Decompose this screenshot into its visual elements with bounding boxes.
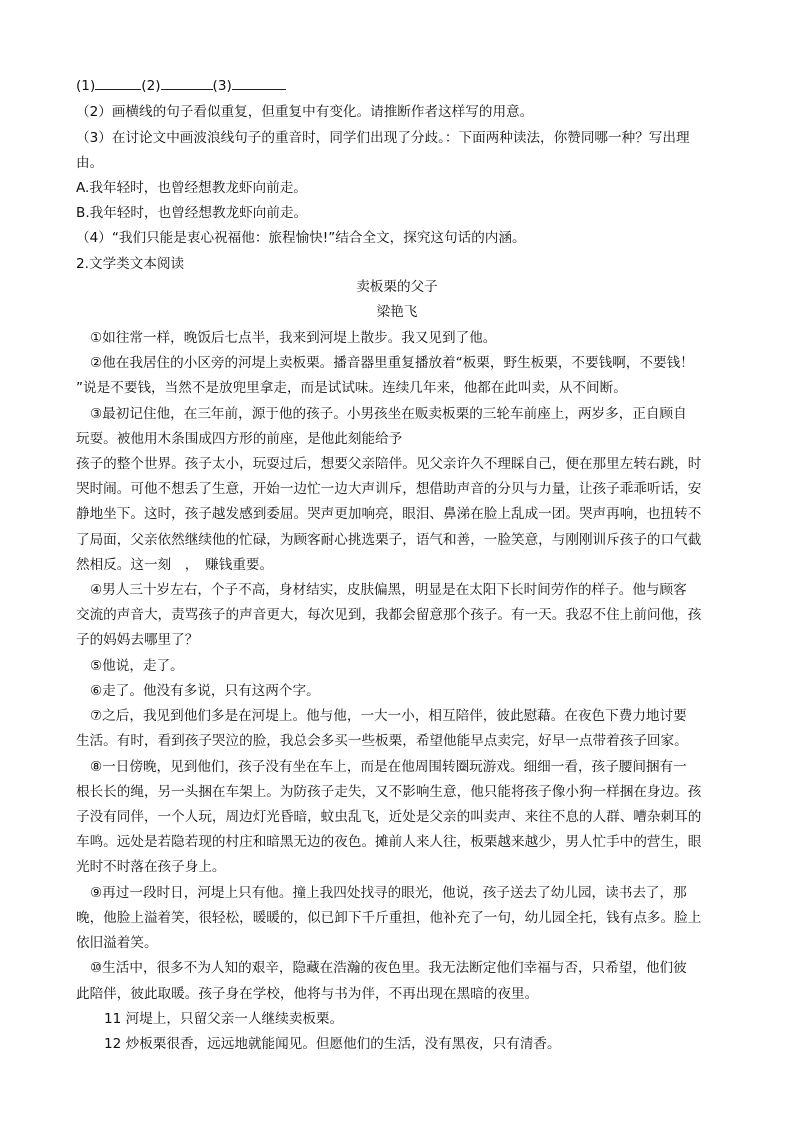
- blanks-line: [76, 76, 726, 96]
- paragraph-line: 晚，他脸上溢着笑，很轻松，暖暖的，似已卸下千斤重担，他补充了一句，幼儿园全托，钱有点多。脸上: [76, 910, 702, 926]
- paragraph-line: 哭时闹。可他不想丢了生意，开始一边忙一边大声训斥，想借助声音的分贝与力量，让孩子乖乖听话，安: [76, 481, 702, 497]
- blank-2-label: (2): [141, 78, 161, 94]
- question-3-line-1: （3）在讨论文中画波浪线句子的重音时，同学们出现了分歧。：下面两种读法，你赞同哪一种？写出理: [76, 130, 690, 146]
- paragraph-line: ”说是不要钱，当然不是放兜里拿走，而是试试味。连续几年来，他都在此叫卖，从不间断。: [76, 380, 627, 396]
- paragraph-line: ⑧一日傍晚，见到他们，孩子没有坐在车上，而是在他周围转圈玩游戏。细细一看，孩子腰间捆有一: [90, 759, 687, 775]
- blank-3-label: (3): [212, 78, 232, 94]
- paragraph-line: ⑤他说，走了。: [90, 658, 184, 674]
- paragraph-line: ⑦之后，我见到他们多是在河堤上。他与他，一大一小，相互陪伴，彼此慰藉。在夜色下费力地讨要: [90, 708, 687, 724]
- paragraph-line: 11 河堤上，只留父亲一人继续卖板栗。: [104, 1011, 344, 1027]
- paragraph-line: ①如往常一样，晚饭后七点半，我来到河堤上散步。我又见到了他。: [90, 330, 497, 346]
- blank-2: [161, 76, 213, 90]
- option-a: A.我年轻时，也曾经想教龙虾向前走。: [76, 180, 307, 196]
- paragraph-line: 车鸣。远处是若隐若现的村庄和暗黑无边的夜色。摊前人来人往，板栗越来越少，男人忙手中的营生，眼: [76, 834, 702, 850]
- blank-1: [95, 76, 141, 90]
- paragraph-line: ②他在我居住的小区旁的河堤上卖板栗。播音器里重复播放着“板栗，野生板栗，不要钱啊，不要钱！: [90, 355, 694, 371]
- paragraph-line: 依旧溢着笑。: [76, 935, 158, 951]
- paragraph-line: 12 炒板栗很香，远远地就能闻见。但愿他们的生活，没有黑夜，只有清香。: [104, 1036, 561, 1052]
- paragraph-line: ⑩生活中，很多不为人知的艰辛，隐藏在浩瀚的夜色里。我无法断定他们幸福与否，只希望，他们彼: [90, 960, 687, 976]
- question-2: （2）画横线的句子看似重复，但重复中有变化。请推断作者这样写的用意。: [76, 104, 534, 120]
- paragraph-line: 根长长的绳，另一头捆在车架上。为防孩子走失，又不影响生意，他只能将孩子像小狗一样捆在身边。孩: [76, 784, 702, 800]
- question-3-line-2: 由。: [76, 155, 104, 171]
- paragraph-line: ⑨再过一段时日，河堤上只有他。撞上我四处找寻的眼光，他说，孩子送去了幼儿园，读书去了，那: [90, 885, 687, 901]
- paragraph-line: ⑥走了。他没有多说，只有这两个字。: [90, 683, 320, 699]
- section-heading: 2.文学类文本阅读: [76, 256, 185, 272]
- paragraph-line: 孩子的整个世界。孩子太小，玩耍过后，想要父亲陪伴。见父亲许久不理睬自己，便在那里左转右跳，时: [76, 456, 702, 472]
- paragraph-line: 生活。有时，看到孩子哭泣的脸，我总会多买一些板栗，希望他能早点卖完，好早一点带着孩子回家。: [76, 733, 688, 749]
- paragraph-line: 然相反。这一刻 ， 赚钱重要。: [76, 557, 274, 573]
- paragraph-line: 交流的声音大，责骂孩子的声音更大，每次见到，我都会留意那个孩子。有一天。我忍不住上前问他，孩: [76, 607, 702, 623]
- paragraph-line: 了局面，父亲依然继续他的忙碌，为顾客耐心挑选栗子，语气和善，一脸笑意，与刚刚训斥孩子的口气截: [76, 532, 702, 548]
- article-title: 卖板栗的父子: [356, 279, 438, 295]
- question-4: （4）“我们只能是衷心祝福他：旅程愉快!”结合全文，探究这句话的内涵。: [76, 230, 526, 246]
- paragraph-line: 玩耍。被他用木条围成四方形的前座，是他此刻能给予: [76, 431, 403, 447]
- option-b: B.我年轻时，也曾经想教龙虾向前走。: [76, 205, 308, 221]
- article-author: 梁艳飞: [376, 304, 418, 320]
- paragraph-line: 静地坐下。这时，孩子越发感到委屈。哭声更加响亮，眼泪、鼻涕在脸上乱成一团。哭声再响，也扭转不: [76, 506, 702, 522]
- paragraph-line: 子的妈妈去哪里了？: [76, 632, 199, 648]
- paragraph-line: ④男人三十岁左右，个子不高，身材结实，皮肤偏黑，明显是在太阳下长时间劳作的样子。他与顾客: [90, 582, 687, 598]
- paragraph-line: 此陪伴，彼此取暖。孩子身在学校，他将与书为伴，不再出现在黑暗的夜里。: [76, 986, 539, 1002]
- paragraph-line: ③最初记住他，在三年前，源于他的孩子。小男孩坐在贩卖板栗的三轮车前座上，两岁多，正自顾自: [90, 406, 687, 422]
- paragraph-line: 光时不时落在孩子身上。: [76, 859, 226, 875]
- paragraph-line: 子没有同伴，一个人玩，周边灯光昏暗，蚊虫乱飞，近处是父亲的叫卖声、来往不息的人群、嘈杂刺耳的: [76, 809, 702, 825]
- blank-1-label: (1): [76, 78, 96, 94]
- blank-3: [232, 76, 286, 90]
